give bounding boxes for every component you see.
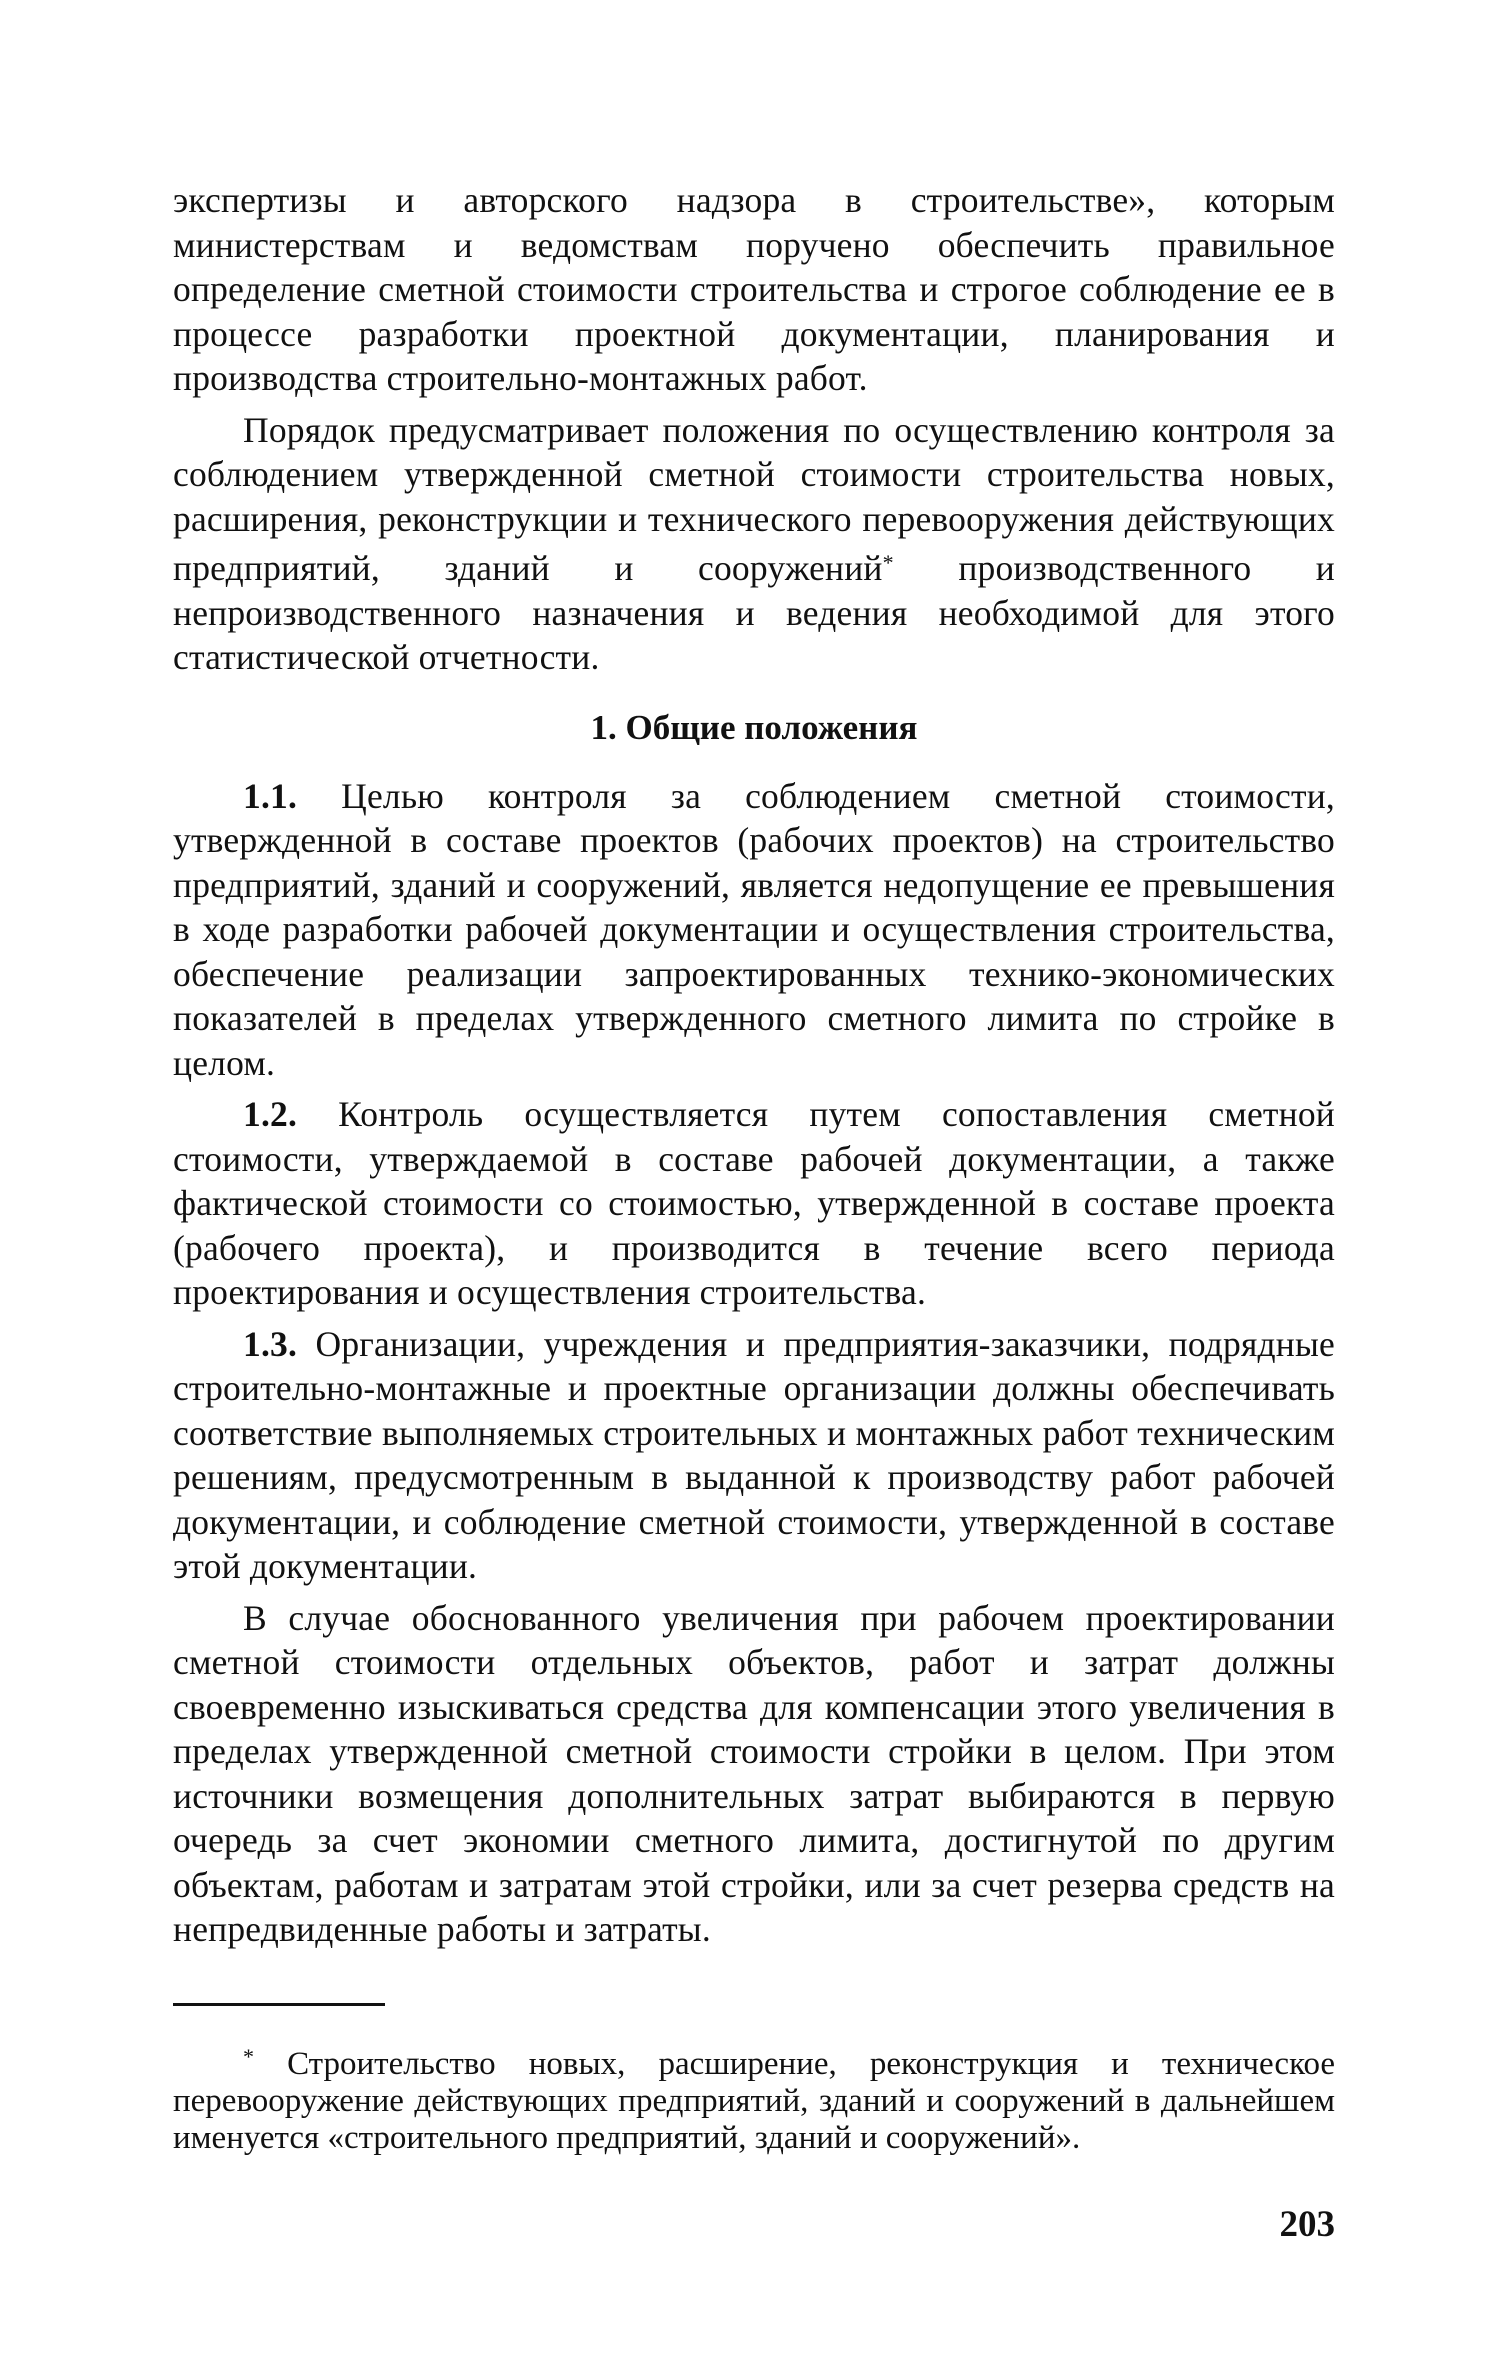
page-number: 203 (1279, 2204, 1335, 2245)
section-heading: 1. Общие положения (590, 707, 918, 747)
footnote-reference-mark: * (882, 550, 894, 575)
paragraph-intro-continuation (173, 178, 1335, 401)
clause-1-2 (173, 1092, 1335, 1315)
paragraph-text: экспертизы и авторского надзора в строительстве», которым министерствам и ведомствам поручено обеспечить правильное определение сметной стоимости строительства и строгое соблюдение ее в процессе разработки проектной документации, планирования и производства строительно-монтажных работ. (173, 180, 1335, 398)
clause-number: 1.2. (243, 1094, 298, 1134)
clause-number: 1.1. (243, 775, 298, 816)
footnote-text: Строительство новых, расширение, реконструкция и техническое перевооружение действующих предприятий, зданий и сооружений в дальнейшем именуется «строительного предприятий, зданий и сооружений». (173, 2046, 1335, 2156)
clause-1-3-continuation (173, 1596, 1335, 1952)
page-body (173, 178, 1335, 1952)
clause-text: Организации, учреждения и предприятия-заказчики, подрядные строительно-монтажные и проектные организации должны обеспечивать соответствие выполняемых строительных и монтажных работ техническим решениям, предусмотренным в выданной к производству работ рабочей документации, и соблюдение сметной стоимости, утвержденной в составе этой документации. (173, 1323, 1335, 1586)
paragraph-text: В случае обоснованного увеличения при рабочем проектировании сметной стоимости отдельных объектов, работ и затрат должны своевременно изыскиваться средства для компенсации этого увеличения в пределах утвержденной сметной стоимости стройки в целом. При этом источники возмещения дополнительных затрат выбираются в первую очередь за счет экономии сметного лимита, достигнутой по другим объектам, работам и затратам этой стройки, или за счет резерва средств на непредвиденные работы и затраты. (173, 1597, 1335, 1949)
clause-text: Целью контроля за соблюдением сметной стоимости, утвержденной в составе проектов (рабочих проектов) на строительство предприятий, зданий и сооружений, является недопущение ее превышения в ходе разработки рабочей документации и осуществления строительства, обеспечение реализации запроектированных технико-экономических показателей в пределах утвержденного сметного лимита по стройке в целом. (173, 775, 1335, 1083)
clause-text: Контроль осуществляется путем сопоставления сметной стоимости, утверждаемой в составе рабочей документации, а также фактической стоимости со стоимостью, утвержденной в составе проекта (рабочего проекта), и производится в течение всего периода проектирования и осуществления строительства. (173, 1094, 1335, 1312)
footnote (173, 2038, 1335, 2157)
paragraph-text-part: производственного и непроизводственного назначения и ведения необходимой для этого статистической отчетности. (173, 548, 1335, 677)
clause-number: 1.3. (243, 1323, 298, 1364)
clause-1-3 (173, 1322, 1335, 1589)
footnote-mark: * (243, 2044, 254, 2069)
paragraph-procedure-scope (173, 408, 1335, 680)
footnote-separator (173, 2003, 385, 2006)
paragraph-text-part: Порядок предусматривает положения по осуществлению контроля за соблюдением утвержденной сметной стоимости строительства новых, расширения, реконструкции и технического перевооружения действующих предприятий, зданий и сооружений (173, 409, 1335, 588)
clause-1-1 (173, 774, 1335, 1086)
